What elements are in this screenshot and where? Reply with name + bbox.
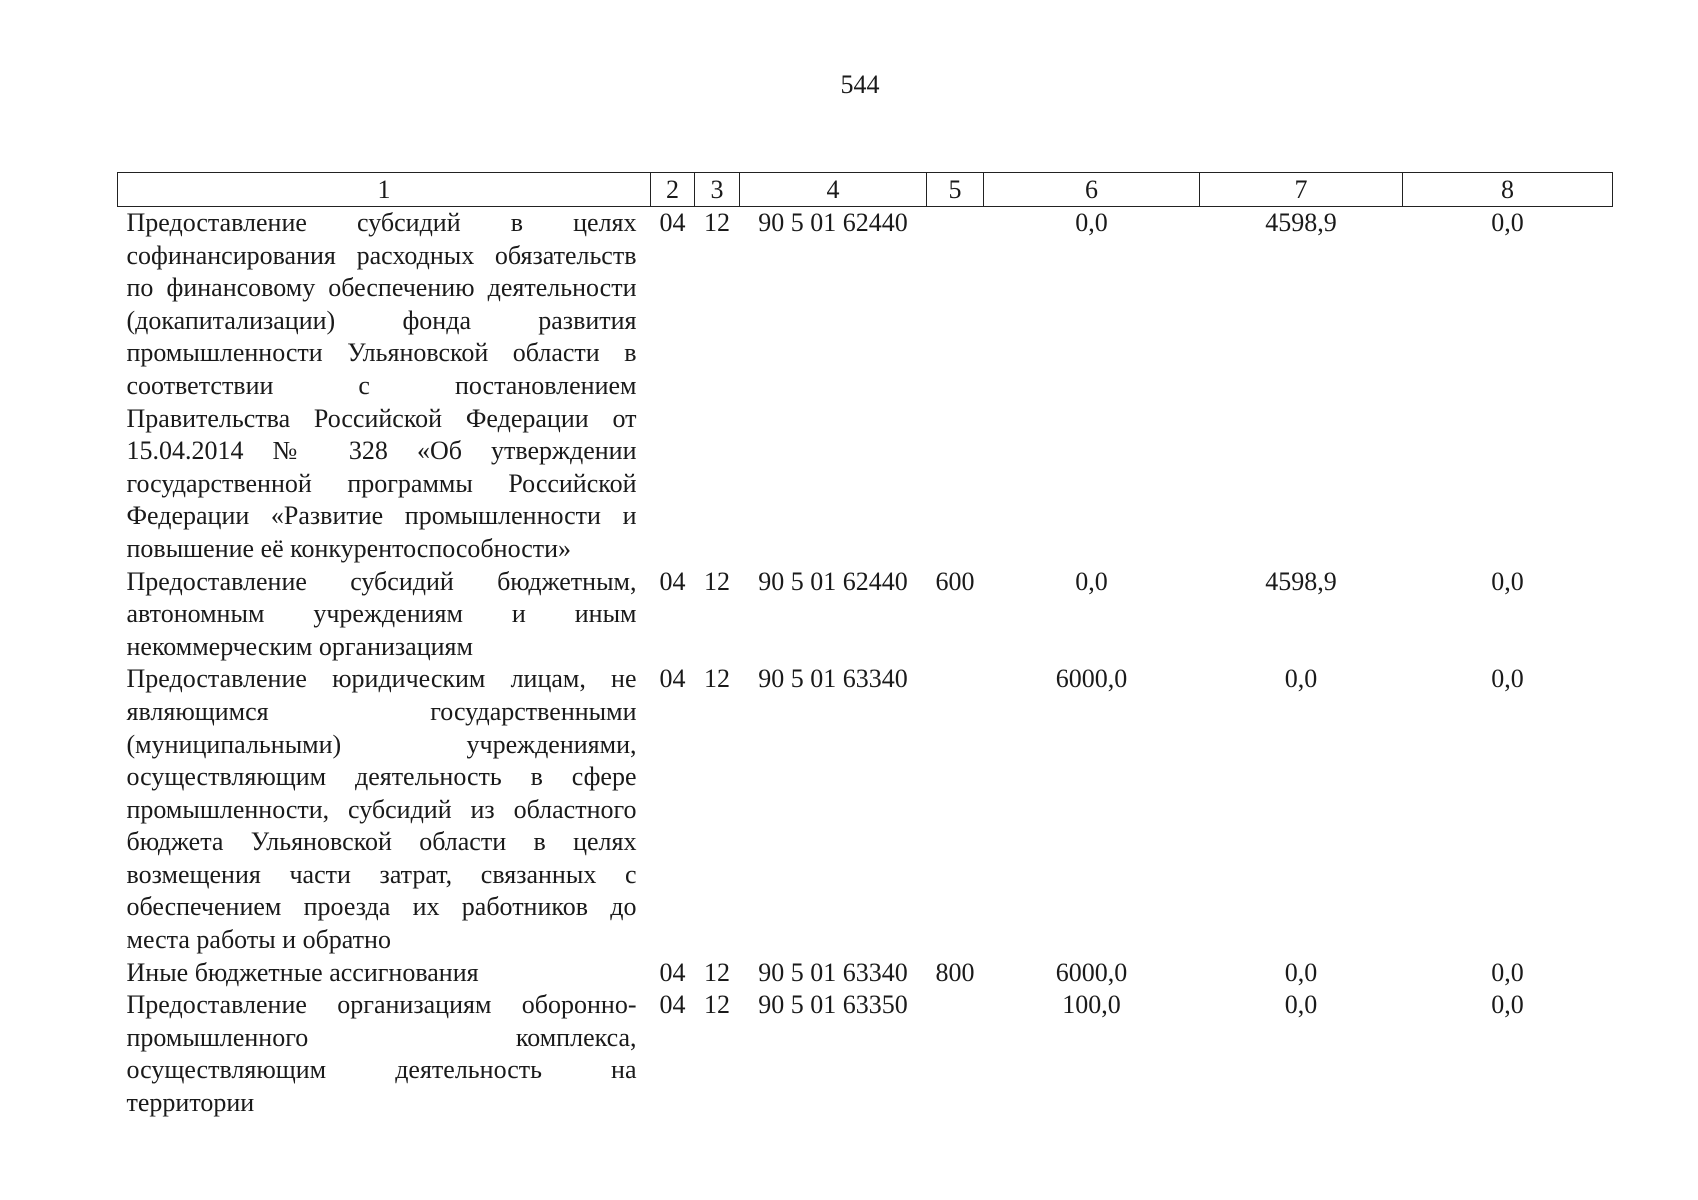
table-row — [118, 207, 1613, 566]
row-value-col7: 0,0 — [1284, 990, 1318, 1020]
row-value-col7: 0,0 — [1284, 957, 1318, 987]
row-target-article: 90 5 01 62440 — [758, 566, 908, 596]
row-name: Иные бюджетные ассигнования — [126, 957, 479, 987]
row-value-col6: 6000,0 — [1055, 664, 1128, 694]
row-target-article: 90 5 01 63350 — [758, 990, 908, 1020]
row-value-col6: 6000,0 — [1055, 957, 1128, 987]
row-target-article: 90 5 01 63340 — [758, 664, 908, 694]
row-section-code: 04 — [659, 664, 686, 694]
row-value-col7: 0,0 — [1284, 664, 1318, 694]
row-expense-type: 600 — [935, 566, 975, 596]
row-value-col8: 0,0 — [1491, 208, 1524, 237]
table-row — [118, 957, 1613, 990]
row-name: Предоставление субсидий бюджетным, автономным учреждениям и иным некоммерческим организациям — [126, 566, 637, 661]
row-section-code: 04 — [659, 566, 686, 596]
row-section-code: 04 — [659, 957, 686, 987]
row-section-code: 04 — [659, 208, 686, 237]
row-name: Предоставление организациям оборонно-промышленного комплекса, осуществляющим деятельность на территории — [126, 990, 637, 1118]
row-section-code: 04 — [659, 990, 686, 1020]
header-row — [118, 173, 1613, 207]
row-expense-type: 800 — [935, 957, 975, 987]
row-expense-type — [927, 989, 984, 1119]
row-value-col6: 0,0 — [1075, 566, 1108, 596]
budget-table-container — [117, 172, 1612, 1120]
row-expense-type — [927, 663, 984, 956]
row-subsection-code: 12 — [704, 664, 730, 694]
table-row — [118, 989, 1613, 1119]
row-subsection-code: 12 — [704, 566, 730, 596]
page-number: 544 — [840, 70, 880, 99]
table-row — [118, 566, 1613, 664]
header-col-6: 6 — [984, 173, 1200, 207]
header-col-8: 8 — [1403, 173, 1613, 207]
header-col-7: 7 — [1200, 173, 1403, 207]
row-subsection-code: 12 — [704, 208, 730, 237]
table-body — [118, 207, 1613, 1120]
budget-table — [117, 172, 1613, 1120]
row-subsection-code: 12 — [704, 990, 730, 1020]
row-expense-type — [927, 207, 984, 566]
row-value-col8: 0,0 — [1491, 566, 1524, 596]
row-target-article: 90 5 01 63340 — [758, 957, 908, 987]
header-col-3: 3 — [695, 173, 740, 207]
row-value-col8: 0,0 — [1491, 664, 1524, 694]
table-row — [118, 663, 1613, 956]
row-value-col7: 4598,9 — [1265, 208, 1337, 237]
row-target-article: 90 5 01 62440 — [758, 208, 908, 237]
table-header — [118, 173, 1613, 207]
row-value-col6: 0,0 — [1075, 208, 1108, 237]
row-value-col8: 0,0 — [1491, 990, 1524, 1020]
header-col-4: 4 — [740, 173, 927, 207]
row-subsection-code: 12 — [704, 957, 730, 987]
row-value-col6: 100,0 — [1062, 990, 1121, 1020]
header-col-2: 2 — [651, 173, 695, 207]
header-col-1: 1 — [118, 173, 651, 207]
header-col-5: 5 — [927, 173, 984, 207]
row-value-col7: 4598,9 — [1265, 566, 1337, 596]
row-value-col8: 0,0 — [1491, 957, 1524, 987]
row-name: Предоставление субсидий в целях софинансирования расходных обязательств по финансовому обеспечению деятельности (докапитализации) фонда развития промышленности Ульяновской области в соответствии с постановлением Правительства Российской Федерации от 15.04.2014 № 328 «Об утверждении государственной программы Российской Федерации «Развитие промышленности и повышение её конкурентоспособности» — [126, 208, 637, 563]
row-name: Предоставление юридическим лицам, не являющимся государственными (муниципальными) учреждениями, осуществляющим деятельность в сфере промышленности, субсидий из областного бюджета Ульяновской области в целях возмещения части затрат, связанных с обеспечением проезда их работников до места работы и обратно — [126, 664, 637, 955]
